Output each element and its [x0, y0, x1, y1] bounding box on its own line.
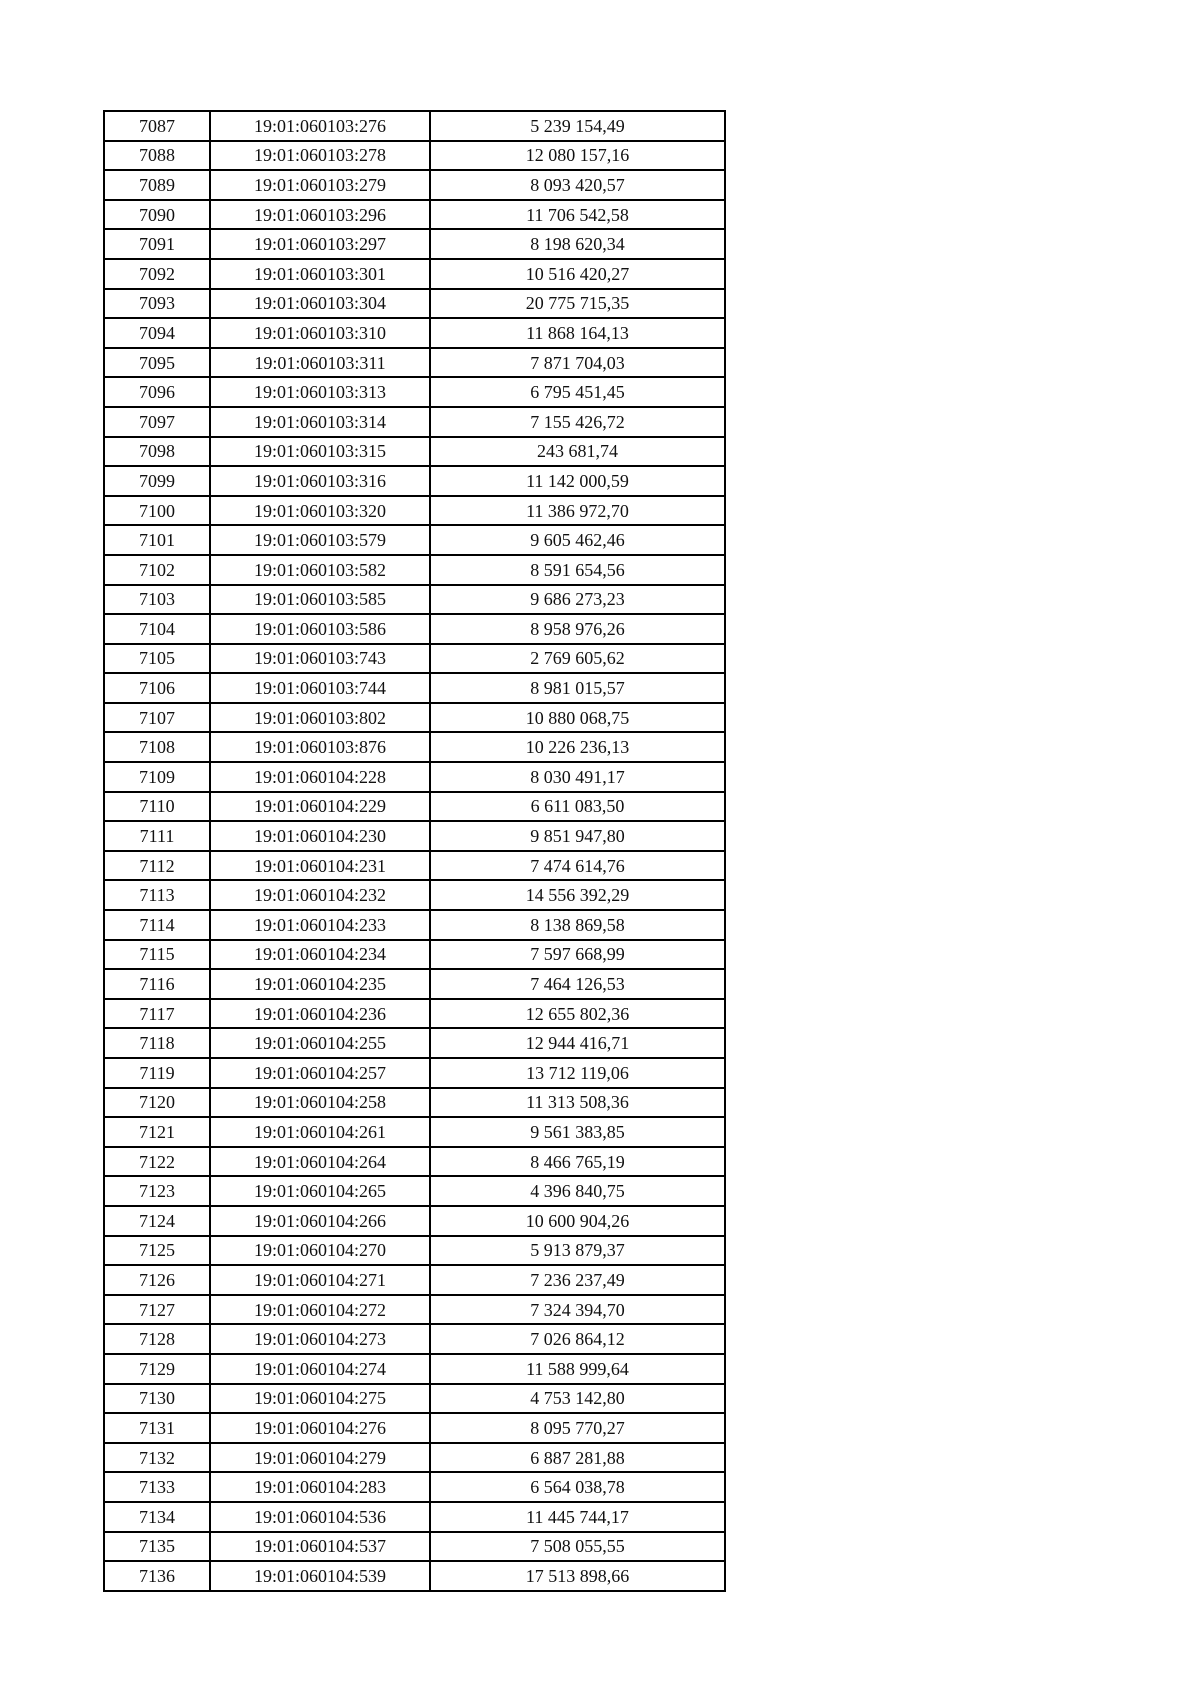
value-cell: 8 591 654,56	[430, 555, 725, 585]
table-row	[104, 1147, 725, 1177]
row-number-cell: 7109	[104, 762, 210, 792]
cadastral-number-cell: 19:01:060103:582	[210, 555, 430, 585]
cadastral-number-cell: 19:01:060103:744	[210, 673, 430, 703]
value-cell: 7 236 237,49	[430, 1265, 725, 1295]
table-row	[104, 940, 725, 970]
cadastral-number-cell: 19:01:060103:310	[210, 318, 430, 348]
row-number-cell: 7107	[104, 703, 210, 733]
table-row	[104, 1384, 725, 1414]
row-number-cell: 7100	[104, 496, 210, 526]
table-row	[104, 200, 725, 230]
table-row	[104, 555, 725, 585]
value-cell: 10 880 068,75	[430, 703, 725, 733]
cadastral-number-cell: 19:01:060104:272	[210, 1295, 430, 1325]
table-row	[104, 229, 725, 259]
row-number-cell: 7118	[104, 1028, 210, 1058]
cadastral-number-cell: 19:01:060103:311	[210, 348, 430, 378]
value-cell: 8 958 976,26	[430, 614, 725, 644]
value-cell: 9 605 462,46	[430, 525, 725, 555]
cadastral-number-cell: 19:01:060104:539	[210, 1561, 430, 1591]
cadastral-number-cell: 19:01:060103:276	[210, 111, 430, 141]
value-cell: 8 981 015,57	[430, 673, 725, 703]
value-cell: 8 095 770,27	[430, 1413, 725, 1443]
table-row	[104, 1532, 725, 1562]
value-cell: 7 464 126,53	[430, 969, 725, 999]
cadastral-number-cell: 19:01:060104:537	[210, 1532, 430, 1562]
cadastral-number-cell: 19:01:060103:314	[210, 407, 430, 437]
row-number-cell: 7119	[104, 1058, 210, 1088]
value-cell: 6 795 451,45	[430, 377, 725, 407]
table-row	[104, 821, 725, 851]
row-number-cell: 7110	[104, 792, 210, 822]
table-row	[104, 318, 725, 348]
cadastral-number-cell: 19:01:060104:273	[210, 1324, 430, 1354]
cadastral-number-cell: 19:01:060104:255	[210, 1028, 430, 1058]
table-row	[104, 348, 725, 378]
row-number-cell: 7105	[104, 644, 210, 674]
cadastral-number-cell: 19:01:060104:270	[210, 1236, 430, 1266]
cadastral-number-cell: 19:01:060103:313	[210, 377, 430, 407]
cadastral-number-cell: 19:01:060103:579	[210, 525, 430, 555]
table-row	[104, 1088, 725, 1118]
value-cell: 8 093 420,57	[430, 170, 725, 200]
value-cell: 4 396 840,75	[430, 1176, 725, 1206]
table-row	[104, 1117, 725, 1147]
value-cell: 2 769 605,62	[430, 644, 725, 674]
table-row	[104, 496, 725, 526]
cadastral-number-cell: 19:01:060103:278	[210, 141, 430, 171]
value-cell: 10 516 420,27	[430, 259, 725, 289]
cadastral-number-cell: 19:01:060103:743	[210, 644, 430, 674]
table-row	[104, 1354, 725, 1384]
value-cell: 7 026 864,12	[430, 1324, 725, 1354]
value-cell: 17 513 898,66	[430, 1561, 725, 1591]
cadastral-number-cell: 19:01:060103:304	[210, 289, 430, 319]
value-cell: 11 142 000,59	[430, 466, 725, 496]
table-row	[104, 1265, 725, 1295]
row-number-cell: 7098	[104, 437, 210, 467]
row-number-cell: 7136	[104, 1561, 210, 1591]
table-row	[104, 703, 725, 733]
row-number-cell: 7122	[104, 1147, 210, 1177]
table-row	[104, 614, 725, 644]
table-row	[104, 1206, 725, 1236]
row-number-cell: 7091	[104, 229, 210, 259]
row-number-cell: 7104	[104, 614, 210, 644]
row-number-cell: 7111	[104, 821, 210, 851]
cadastral-number-cell: 19:01:060104:236	[210, 999, 430, 1029]
table-row	[104, 999, 725, 1029]
row-number-cell: 7089	[104, 170, 210, 200]
cadastral-number-cell: 19:01:060104:258	[210, 1088, 430, 1118]
cadastral-number-cell: 19:01:060104:235	[210, 969, 430, 999]
value-cell: 8 466 765,19	[430, 1147, 725, 1177]
table-row	[104, 585, 725, 615]
table-row	[104, 732, 725, 762]
value-cell: 14 556 392,29	[430, 880, 725, 910]
table-row	[104, 1413, 725, 1443]
table-row	[104, 969, 725, 999]
cadastral-number-cell: 19:01:060104:233	[210, 910, 430, 940]
row-number-cell: 7132	[104, 1443, 210, 1473]
row-number-cell: 7115	[104, 940, 210, 970]
table-row	[104, 1443, 725, 1473]
row-number-cell: 7117	[104, 999, 210, 1029]
cadastral-number-cell: 19:01:060104:536	[210, 1502, 430, 1532]
row-number-cell: 7133	[104, 1472, 210, 1502]
value-cell: 12 944 416,71	[430, 1028, 725, 1058]
cadastral-number-cell: 19:01:060104:230	[210, 821, 430, 851]
table-row	[104, 1028, 725, 1058]
value-cell: 6 564 038,78	[430, 1472, 725, 1502]
value-cell: 9 851 947,80	[430, 821, 725, 851]
row-number-cell: 7099	[104, 466, 210, 496]
value-cell: 9 561 383,85	[430, 1117, 725, 1147]
cadastral-number-cell: 19:01:060104:271	[210, 1265, 430, 1295]
table-row	[104, 1058, 725, 1088]
row-number-cell: 7101	[104, 525, 210, 555]
table-row	[104, 1502, 725, 1532]
table-row	[104, 289, 725, 319]
table-row	[104, 1236, 725, 1266]
value-cell: 20 775 715,35	[430, 289, 725, 319]
table-row	[104, 644, 725, 674]
table-row	[104, 762, 725, 792]
value-cell: 8 030 491,17	[430, 762, 725, 792]
value-cell: 243 681,74	[430, 437, 725, 467]
row-number-cell: 7093	[104, 289, 210, 319]
value-cell: 11 706 542,58	[430, 200, 725, 230]
value-cell: 7 871 704,03	[430, 348, 725, 378]
cadastral-number-cell: 19:01:060104:274	[210, 1354, 430, 1384]
row-number-cell: 7088	[104, 141, 210, 171]
row-number-cell: 7097	[104, 407, 210, 437]
row-number-cell: 7095	[104, 348, 210, 378]
table-row	[104, 111, 725, 141]
cadastral-number-cell: 19:01:060103:315	[210, 437, 430, 467]
table-row	[104, 377, 725, 407]
value-cell: 7 597 668,99	[430, 940, 725, 970]
cadastral-number-cell: 19:01:060104:264	[210, 1147, 430, 1177]
value-cell: 8 138 869,58	[430, 910, 725, 940]
row-number-cell: 7102	[104, 555, 210, 585]
row-number-cell: 7116	[104, 969, 210, 999]
table-row	[104, 437, 725, 467]
row-number-cell: 7128	[104, 1324, 210, 1354]
value-cell: 13 712 119,06	[430, 1058, 725, 1088]
table-body	[104, 111, 725, 1591]
value-cell: 12 080 157,16	[430, 141, 725, 171]
table-row	[104, 851, 725, 881]
row-number-cell: 7126	[104, 1265, 210, 1295]
cadastral-number-cell: 19:01:060104:231	[210, 851, 430, 881]
row-number-cell: 7087	[104, 111, 210, 141]
cadastral-number-cell: 19:01:060103:297	[210, 229, 430, 259]
table-row	[104, 792, 725, 822]
row-number-cell: 7092	[104, 259, 210, 289]
value-cell: 5 239 154,49	[430, 111, 725, 141]
row-number-cell: 7103	[104, 585, 210, 615]
cadastral-number-cell: 19:01:060104:257	[210, 1058, 430, 1088]
row-number-cell: 7106	[104, 673, 210, 703]
value-cell: 8 198 620,34	[430, 229, 725, 259]
table-row	[104, 910, 725, 940]
value-cell: 7 474 614,76	[430, 851, 725, 881]
value-cell: 5 913 879,37	[430, 1236, 725, 1266]
row-number-cell: 7135	[104, 1532, 210, 1562]
row-number-cell: 7114	[104, 910, 210, 940]
row-number-cell: 7094	[104, 318, 210, 348]
cadastral-number-cell: 19:01:060104:234	[210, 940, 430, 970]
table-row	[104, 141, 725, 171]
cadastral-number-cell: 19:01:060104:279	[210, 1443, 430, 1473]
value-cell: 7 324 394,70	[430, 1295, 725, 1325]
cadastral-number-cell: 19:01:060104:266	[210, 1206, 430, 1236]
cadastral-number-cell: 19:01:060103:301	[210, 259, 430, 289]
cadastral-number-cell: 19:01:060104:228	[210, 762, 430, 792]
value-cell: 10 600 904,26	[430, 1206, 725, 1236]
cadastral-number-cell: 19:01:060104:265	[210, 1176, 430, 1206]
cadastral-number-cell: 19:01:060103:316	[210, 466, 430, 496]
table-row	[104, 1176, 725, 1206]
row-number-cell: 7113	[104, 880, 210, 910]
row-number-cell: 7125	[104, 1236, 210, 1266]
value-cell: 12 655 802,36	[430, 999, 725, 1029]
row-number-cell: 7120	[104, 1088, 210, 1118]
cadastral-number-cell: 19:01:060104:229	[210, 792, 430, 822]
row-number-cell: 7108	[104, 732, 210, 762]
row-number-cell: 7112	[104, 851, 210, 881]
row-number-cell: 7123	[104, 1176, 210, 1206]
cadastral-number-cell: 19:01:060103:585	[210, 585, 430, 615]
value-cell: 11 445 744,17	[430, 1502, 725, 1532]
cadastral-number-cell: 19:01:060104:276	[210, 1413, 430, 1443]
cadastral-number-cell: 19:01:060103:802	[210, 703, 430, 733]
value-cell: 10 226 236,13	[430, 732, 725, 762]
value-cell: 4 753 142,80	[430, 1384, 725, 1414]
cadastral-number-cell: 19:01:060104:232	[210, 880, 430, 910]
table-row	[104, 1472, 725, 1502]
cadastral-number-cell: 19:01:060104:275	[210, 1384, 430, 1414]
value-cell: 9 686 273,23	[430, 585, 725, 615]
value-cell: 11 868 164,13	[430, 318, 725, 348]
table-row	[104, 1561, 725, 1591]
value-cell: 7 508 055,55	[430, 1532, 725, 1562]
value-cell: 11 588 999,64	[430, 1354, 725, 1384]
value-cell: 6 887 281,88	[430, 1443, 725, 1473]
cadastral-number-cell: 19:01:060104:261	[210, 1117, 430, 1147]
table-row	[104, 673, 725, 703]
value-cell: 11 386 972,70	[430, 496, 725, 526]
row-number-cell: 7130	[104, 1384, 210, 1414]
table-row	[104, 1295, 725, 1325]
document-table-container	[103, 110, 726, 1592]
row-number-cell: 7090	[104, 200, 210, 230]
row-number-cell: 7096	[104, 377, 210, 407]
table-row	[104, 880, 725, 910]
row-number-cell: 7134	[104, 1502, 210, 1532]
cadastral-number-cell: 19:01:060103:296	[210, 200, 430, 230]
cadastral-number-cell: 19:01:060103:279	[210, 170, 430, 200]
row-number-cell: 7127	[104, 1295, 210, 1325]
row-number-cell: 7129	[104, 1354, 210, 1384]
value-cell: 6 611 083,50	[430, 792, 725, 822]
value-cell: 7 155 426,72	[430, 407, 725, 437]
row-number-cell: 7131	[104, 1413, 210, 1443]
row-number-cell: 7121	[104, 1117, 210, 1147]
cadastral-number-cell: 19:01:060103:320	[210, 496, 430, 526]
table-row	[104, 525, 725, 555]
cadastral-number-cell: 19:01:060103:586	[210, 614, 430, 644]
cadastral-number-cell: 19:01:060104:283	[210, 1472, 430, 1502]
cadastral-number-cell: 19:01:060103:876	[210, 732, 430, 762]
value-cell: 11 313 508,36	[430, 1088, 725, 1118]
table-row	[104, 259, 725, 289]
row-number-cell: 7124	[104, 1206, 210, 1236]
table-row	[104, 407, 725, 437]
table-row	[104, 1324, 725, 1354]
cadastral-value-table	[103, 110, 726, 1592]
table-row	[104, 466, 725, 496]
table-row	[104, 170, 725, 200]
